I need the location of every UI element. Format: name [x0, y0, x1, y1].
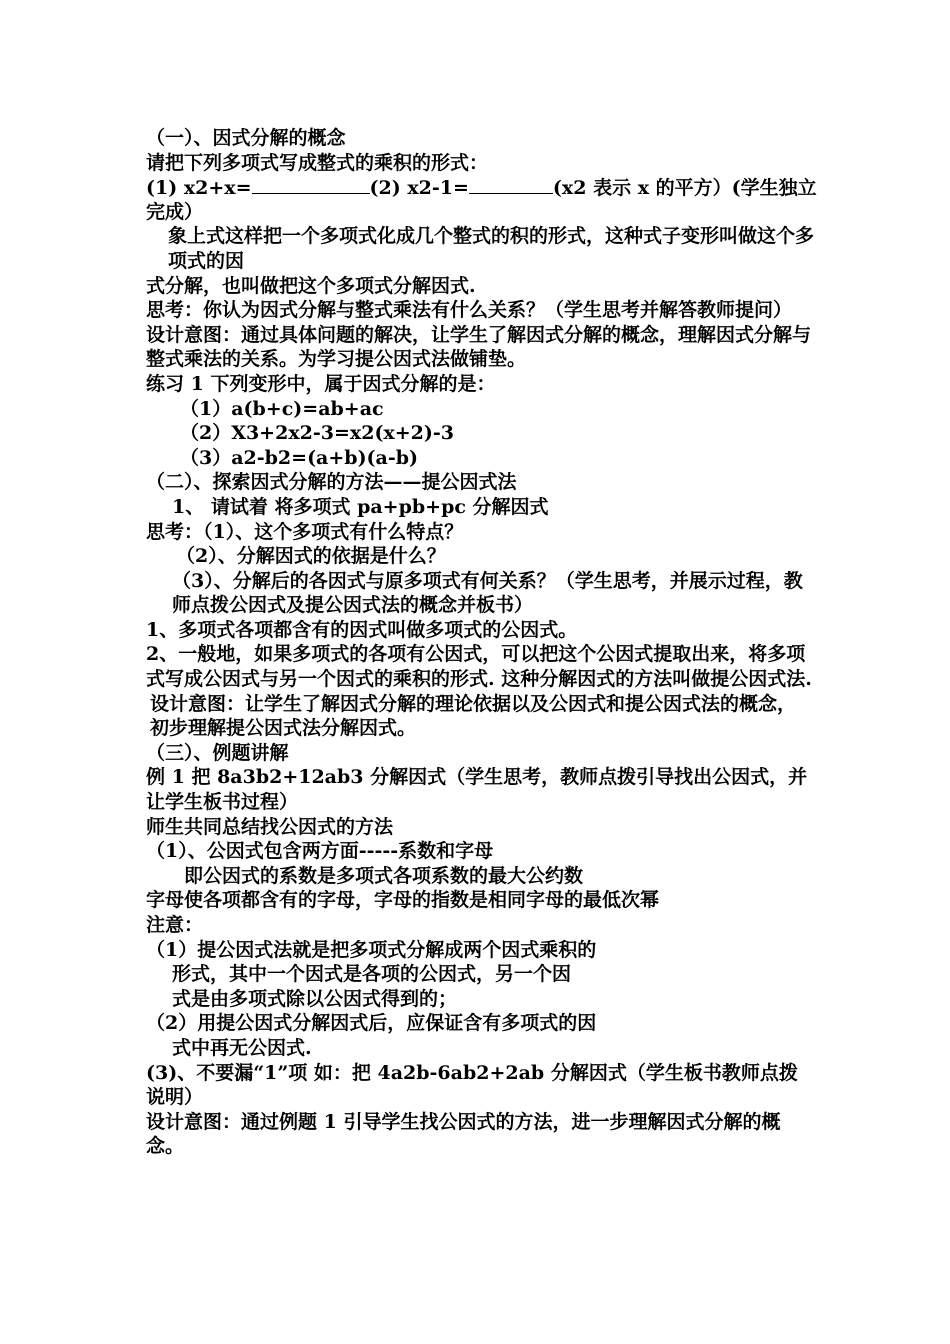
practice-1-heading: 练习 1 下列变形中，属于因式分解的是：	[146, 372, 496, 395]
practice-option-3: （3）a2-b2=(a+b)(a-b)	[180, 446, 419, 469]
task-1: 1、 请试着 将多项式 pa+pb+pc 分解因式	[172, 495, 549, 518]
note-1-continued: 形式，其中一个因式是各项的公因式，另一个因	[172, 963, 572, 986]
note-1-continued-2: 式是由多项式除以公因式得到的；	[172, 987, 458, 1010]
design-intent-2: 设计意图：让学生了解因式分解的理论依据以及公因式和提公因式法的概念，初步理解提公因式法分解因式。	[150, 692, 797, 740]
thinking-question-1: 思考：（1）、这个多项式有什么特点？	[146, 520, 464, 543]
thinking-question: 思考：你认为因式分解与整式乘法有什么关系？（学生思考并解答教师提问）	[146, 299, 793, 322]
note-3: (3)、不要漏“1”项 如：把 4a2b-6ab2+2ab 分解因式（学生板书教师点拨说明）	[146, 1061, 798, 1109]
definition-common-factor: 1、多项式各项都含有的因式叫做多项式的公因式。	[146, 618, 578, 641]
exercise-note-continued: 完成）	[146, 200, 204, 223]
definition-paragraph-continued: 式分解，也叫做把这个多项式分解因式.	[146, 274, 476, 297]
exercise-2-label: (2) x2-1=	[369, 177, 469, 200]
thinking-question-3: （3）、分解后的各因式与原多项式有何关系？（学生思考，并展示过程，教师点拨公因式及提公因式法的概念并板书）	[172, 569, 803, 617]
note-1: （1）提公因式法就是把多项式分解成两个因式乘积的	[146, 938, 597, 961]
practice-option-2: （2）X3+2x2-3=x2(x+2)-3	[180, 422, 454, 445]
design-intent-1: 设计意图：通过具体问题的解决，让学生了解因式分解的概念，理解因式分解与整式乘法的关系。为学习提公因式法做铺垫。	[146, 323, 812, 371]
summary-point-1: （1）、公因式包含两方面-----系数和字母	[146, 840, 494, 863]
exercise-1-label: (1) x2+x=	[146, 177, 252, 200]
summary-point-letters: 字母使各项都含有的字母，字母的指数是相同字母的最低次幂	[146, 889, 660, 912]
note-2: （2）用提公因式分解因式后，应保证含有多项式的因	[146, 1012, 597, 1035]
answer-blank-1	[252, 175, 370, 194]
definition-paragraph: 象上式这样把一个多项式化成几个整式的积的形式，这种式子变形叫做这个多项式的因	[168, 225, 815, 272]
summary-point-coefficient: 即公因式的系数是多项式各项系数的最大公约数	[184, 864, 584, 887]
practice-option-1: （1）a(b+c)=ab+ac	[180, 397, 384, 420]
notes-heading: 注意：	[146, 914, 204, 936]
document-body	[146, 126, 817, 1159]
section-heading-concept: （一）、因式分解的概念	[146, 127, 346, 149]
summary-heading: 师生共同总结找公因式的方法	[146, 815, 394, 838]
note-2-continued: 式中再无公因式.	[172, 1036, 312, 1059]
section-heading-method: （二）、探索因式分解的方法——提公因式法	[146, 471, 517, 494]
definition-factoring-method: 2、一般地，如果多项式的各项有公因式，可以把这个公因式提取出来，将多项式写成公因式与另一个因式的乘积的形式. 这种分解因式的方法叫做提公因式法.	[146, 643, 812, 691]
answer-blank-2	[469, 175, 553, 194]
design-intent-3: 设计意图：通过例题 1 引导学生找公因式的方法，进一步理解因式分解的概念。	[146, 1110, 781, 1158]
section-heading-examples: （三）、例题讲解	[146, 741, 289, 764]
example-1: 例 1 把 8a3b2+12ab3 分解因式（学生思考，教师点拨引导找出公因式，并让学生板书过程）	[146, 766, 808, 814]
thinking-question-2: （2）、分解因式的依据是什么？	[176, 545, 446, 568]
instruction-text: 请把下列多项式写成整式的乘积的形式：	[146, 151, 489, 174]
exercise-note: (x2 表示 x 的平方）(学生独立	[552, 177, 817, 200]
exercise-fill-in-line	[146, 175, 817, 200]
